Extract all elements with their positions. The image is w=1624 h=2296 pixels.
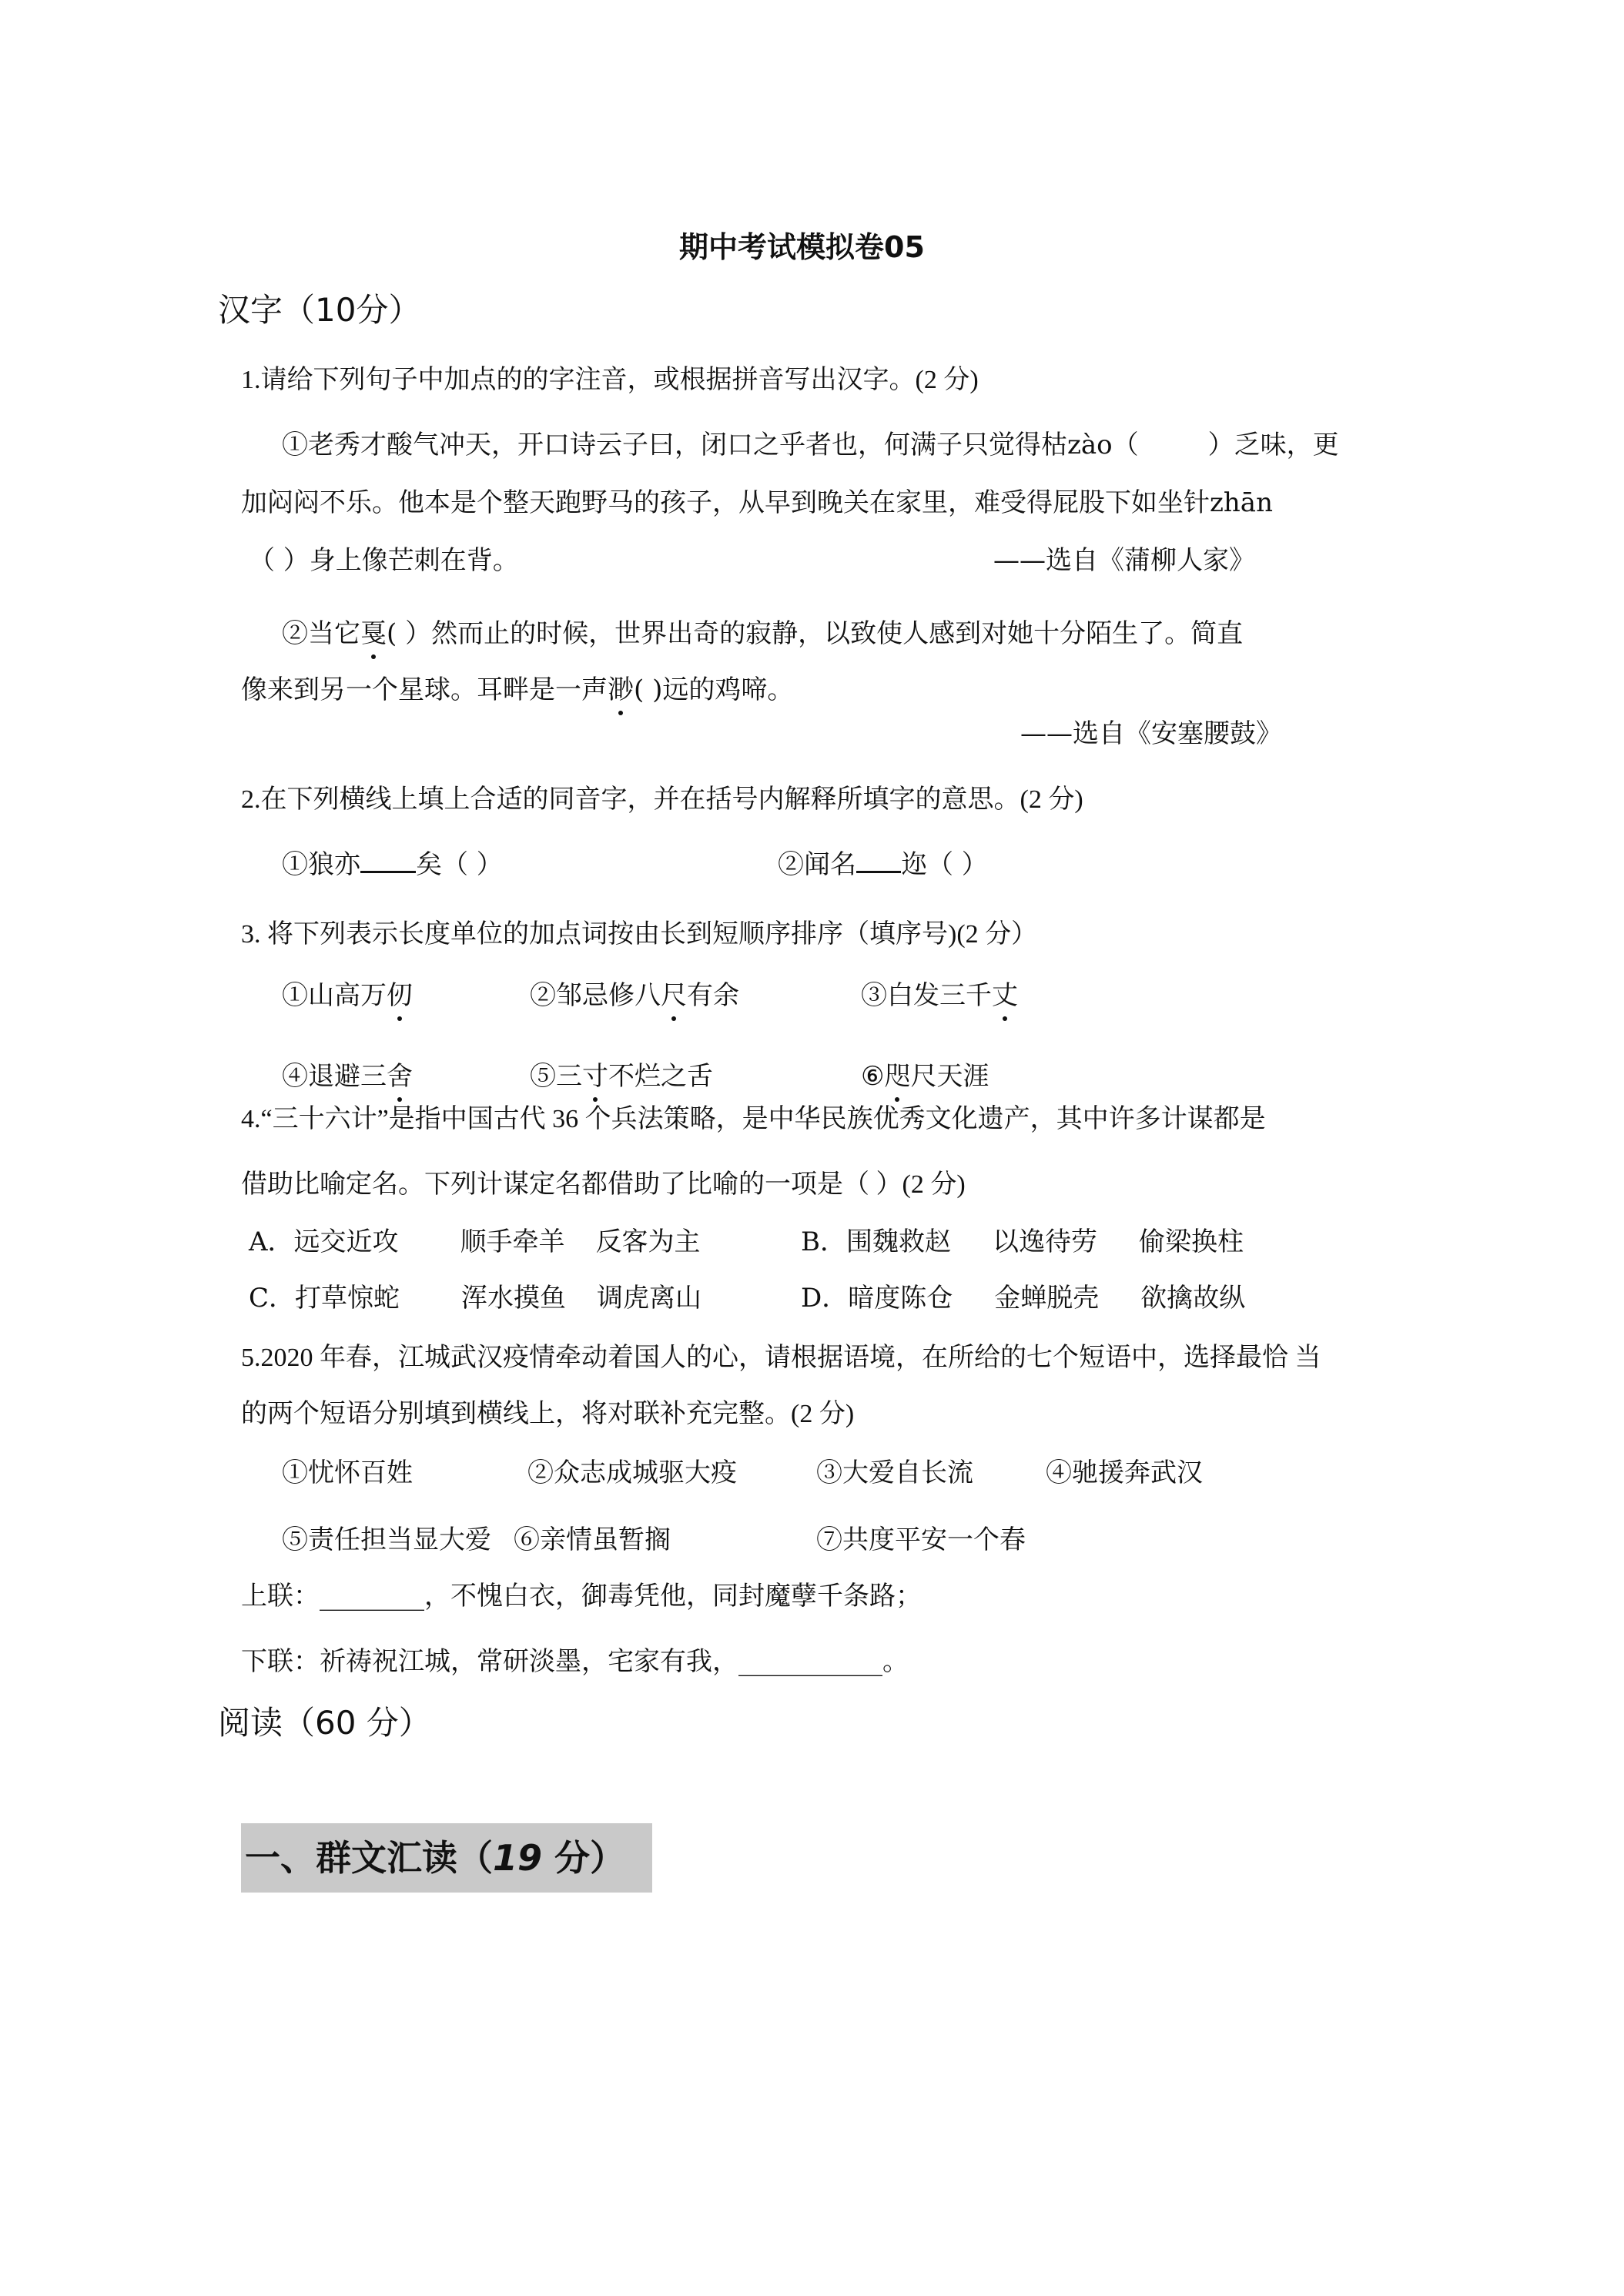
- q5-line2: 的两个短语分别填到横线上，将对联补充完整。(2 分): [241, 1400, 855, 1428]
- q1-passage2-source: ——选自《安塞腰鼓》: [1020, 718, 1282, 749]
- q4-option-c[interactable]: [249, 1277, 702, 1314]
- q3-stem: 3. 将下列表示长度单位的加点词按由长到短顺序排序（填序号)(2 分）: [241, 920, 1038, 949]
- q4-option-d-label: D．暗度陈仓: [801, 1283, 953, 1314]
- q5-lower-blank[interactable]: ___________: [738, 1646, 882, 1677]
- q3-item-1-pre: ①山高万: [282, 980, 387, 1011]
- q3-item-6-post: 尺天涯: [910, 1061, 989, 1092]
- dotted-char: 舍: [387, 1055, 413, 1093]
- section-reading-heading: 阅读（60 分）: [218, 1704, 431, 1742]
- group-reading-score: 19: [493, 1837, 543, 1879]
- q1-passage2-line2-a: 像来到另一个星球。耳畔是一声: [241, 674, 608, 705]
- q5-phrase-5: ⑤责任担当显大爱: [282, 1525, 491, 1555]
- dotted-char: 寸: [582, 1055, 608, 1093]
- q1-passage2-line2: [241, 668, 793, 706]
- q4-option-a[interactable]: [249, 1220, 701, 1258]
- q1-passage2-line2-b: ( )远的鸡啼。: [634, 674, 794, 705]
- q2-blank-a[interactable]: [360, 848, 416, 873]
- q4-option-d-c: 欲擒故纵: [1140, 1283, 1246, 1314]
- q5-phrase-2: ②众志成城驱大疫: [527, 1458, 737, 1488]
- q3-item-4: [282, 1055, 413, 1093]
- q5-line1: 5.2020 年春，江城武汉疫情牵动着国人的心，请根据语境，在所给的七个短语中，选择最恰 当: [241, 1344, 1321, 1372]
- q4-option-d-b: 金蝉脱壳: [994, 1283, 1100, 1314]
- page-title: 期中考试模拟卷05: [679, 230, 925, 264]
- q3-item-5-pre: ⑤三: [530, 1061, 582, 1092]
- q2-item-a-pre: ①狼亦: [282, 849, 360, 880]
- dotted-char-miao: 渺: [608, 668, 634, 706]
- dotted-char-jia: 戛: [360, 612, 387, 650]
- dotted-char: 丈: [992, 974, 1018, 1012]
- q1-passage1-text-b: ）乏味，更: [1207, 430, 1339, 460]
- q4-line2: 借助比喻定名。下列计谋定名都借助了比喻的一项是（ ）(2 分): [241, 1170, 966, 1199]
- q1-passage1-line2: 加闷闷不乐。他本是个整天跑野马的孩子，从早到晚关在家里，难受得屁股下如坐针zhān: [241, 487, 1273, 518]
- q3-item-4-pre: ④退避三: [282, 1061, 387, 1092]
- q4-line1: 4.“三十六计”是指中国古代 36 个兵法策略，是中华民族优秀文化遗产，其中许多计谋都是: [241, 1105, 1266, 1133]
- q5-upper-label: 上联：: [241, 1581, 320, 1612]
- q4-option-a-b: 顺手牵羊: [460, 1227, 565, 1257]
- q5-upper-rest: ，不愧白衣，御毒凭他，同封魔孽千条路；: [424, 1581, 922, 1612]
- section-hanzi-heading: 汉字（10分）: [218, 291, 421, 329]
- q1-passage1-line3: （ ）身上像芒刺在背。: [249, 545, 519, 576]
- q3-item-2-pre: ②邹忌修八: [530, 980, 661, 1011]
- q4-option-d[interactable]: [801, 1277, 1245, 1314]
- q4-option-b[interactable]: [801, 1220, 1244, 1258]
- q2-item-b: [778, 843, 988, 881]
- q5-phrase-1: ①忧怀百姓: [282, 1458, 413, 1488]
- q1-passage2-text-b: ( ）然而止的时候，世界出奇的寂静，以致使人感到对她十分陌生了。简直: [387, 618, 1244, 649]
- q3-item-5: [530, 1055, 713, 1093]
- q1-passage1-source: ——选自《蒲柳人家》: [993, 545, 1255, 576]
- q1-stem: 1.请给下列句子中加点的的字注音，或根据拼音写出汉字。(2 分): [241, 366, 979, 394]
- q5-phrase-7: ⑦共度平安一个春: [816, 1525, 1026, 1555]
- q4-option-c-b: 浑水摸鱼: [461, 1283, 567, 1314]
- q4-option-a-label: A．远交近攻: [249, 1227, 399, 1257]
- q1-passage1-text-a: ①老秀才酸气冲天，开口诗云子曰，闭口之乎者也，何满子只觉得枯zào（: [282, 430, 1139, 460]
- group-reading-suffix: 分）: [542, 1837, 626, 1879]
- q5-upper-blank[interactable]: ________: [320, 1581, 424, 1612]
- q3-item-6-pre: ⑥: [861, 1061, 885, 1092]
- dotted-char: 咫: [884, 1055, 910, 1093]
- q5-lower-couplet: [241, 1640, 909, 1678]
- q4-option-b-label: B．围魏救赵: [801, 1227, 951, 1257]
- q2-item-b-post: 迩（ ）: [901, 849, 988, 880]
- q5-phrase-4: ④驰援奔武汉: [1046, 1458, 1203, 1488]
- q4-option-a-c: 反客为主: [595, 1227, 701, 1257]
- q5-lower-text: 下联：祈祷祝江城，常研淡墨，宅家有我，: [241, 1646, 738, 1677]
- q2-blank-b[interactable]: [856, 848, 901, 873]
- q1-passage2-line1: [282, 612, 1243, 650]
- group-reading-prefix: 一、群文汇读（: [245, 1837, 493, 1879]
- dotted-char: 仞: [387, 974, 413, 1012]
- q2-stem: 2.在下列横线上填上合适的同音字，并在括号内解释所填字的意思。(2 分): [241, 785, 1083, 814]
- q2-item-b-pre: ②闻名: [778, 849, 856, 880]
- q4-option-b-c: 偷梁换柱: [1139, 1227, 1244, 1257]
- q5-phrase-3: ③大爱自长流: [816, 1458, 973, 1488]
- q3-item-2-post: 有余: [687, 980, 739, 1011]
- q3-item-1: [282, 974, 413, 1012]
- q4-option-c-c: 调虎离山: [597, 1283, 702, 1314]
- q5-lower-end: 。: [882, 1646, 909, 1677]
- q2-item-a-post: 矣（ ）: [416, 849, 503, 880]
- q3-item-3: [861, 974, 1018, 1012]
- q3-item-6: [861, 1055, 989, 1093]
- group-reading-heading: [245, 1830, 625, 1881]
- q3-item-2: [530, 974, 739, 1012]
- q3-item-5-post: 不烂之舌: [608, 1061, 713, 1092]
- q2-item-a: [282, 843, 503, 881]
- dotted-char: 尺: [661, 974, 687, 1012]
- q5-upper-couplet: [241, 1575, 922, 1612]
- q1-passage1-line1: [282, 423, 1339, 461]
- q4-option-c-label: C．打草惊蛇: [249, 1283, 400, 1314]
- q3-item-3-pre: ③白发三千: [861, 980, 992, 1011]
- q5-phrase-6: ⑥亲情虽暂搁: [514, 1525, 671, 1555]
- q1-passage2-text-a: ②当它: [282, 618, 360, 649]
- q4-option-b-b: 以逸待劳: [993, 1227, 1097, 1257]
